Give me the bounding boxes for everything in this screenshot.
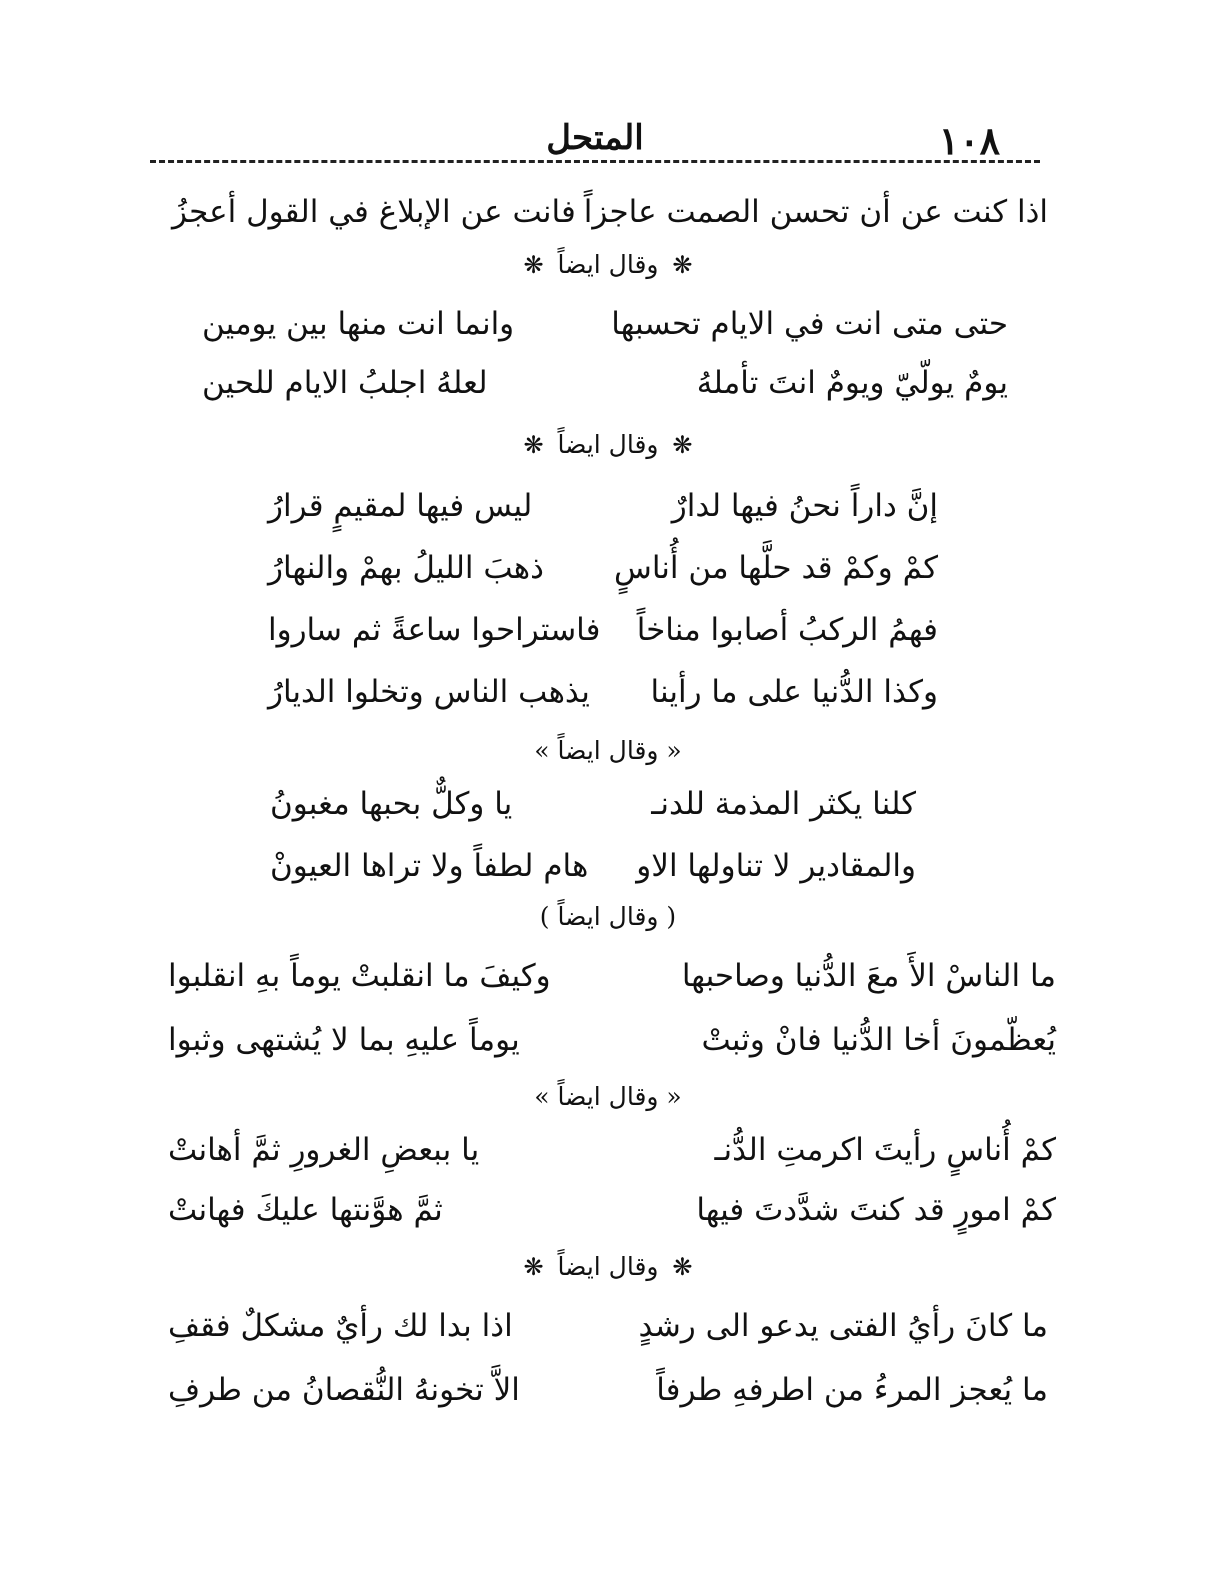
ornament-icon: ❋ [523,431,544,459]
verse [268,486,938,526]
poem-heading [0,428,1216,462]
hemistich-first: ما يُعجز المرءُ من اطرفهِ طرفاً [656,1372,1048,1408]
verse [270,784,916,824]
hemistich-first: وكذا الدُّنيا على ما رأينا [650,674,938,710]
hemistich-first: اذا كنت عن أن تحسن الصمت عاجزاً [583,194,1048,230]
header-rule [150,160,1040,163]
hemistich-first: يومٌ يولّيّ ويومٌ انتَ تأملهُ [696,365,1008,401]
verse [202,304,1008,344]
poem-heading [0,1250,1216,1284]
hemistich-first: حتى متى انت في الايام تحسبها [611,306,1008,342]
heading-text: وقال ايضاً [557,1082,659,1111]
hemistich-first: ما الناسْ الأَ معَ الدُّنيا وصاحبها [681,958,1056,994]
heading-text: وقال ايضاً [557,1252,659,1281]
hemistich-first: كمْ وكمْ قد حلَّها من أُناسٍ [613,550,938,586]
heading-text: وقال ايضاً [557,430,659,459]
running-title: المتحل [546,118,644,158]
heading-bracket: ( [666,902,677,931]
hemistich-second: ليس فيها لمقيمٍ قرارُ [268,488,533,524]
poem-heading [0,248,1216,282]
hemistich-second: يا وكلٌّ بحبها مغبونُ [270,786,513,822]
heading-text: وقال ايضاً [557,250,659,279]
hemistich-second: يذهب الناس وتخلوا الديارُ [268,674,590,710]
verse [168,1306,1048,1346]
ornament-icon: ❋ [523,251,544,279]
verse [270,846,916,886]
hemistich-first: فهمُ الركبُ أصابوا مناخاً [636,612,938,648]
heading-bracket: « [666,1082,682,1111]
heading-bracket: » [534,1082,550,1111]
hemistich-second: يا ببعضِ الغرورِ ثمَّ أهانتْ [168,1132,480,1168]
heading-text: وقال ايضاً [557,902,659,931]
hemistich-second: وانما انت منها بين يومين [202,306,515,342]
heading-bracket: « [666,736,682,765]
heading-bracket: ) [539,902,550,931]
verse [168,1190,1056,1230]
heading-bracket: » [534,736,550,765]
page-number: ١٠٨ [938,118,1000,163]
poem-heading [0,900,1216,934]
verse [168,1020,1056,1060]
verse [268,548,938,588]
hemistich-first: كمْ امورٍ قد كنتَ شدَّدتَ فيها [696,1192,1056,1228]
hemistich-second: اذا بدا لك رأيٌ مشكلٌ فقفِ [168,1308,513,1344]
verse [168,1370,1048,1410]
verse [168,956,1056,996]
hemistich-second: يوماً عليهِ بما لا يُشتهى وثبوا [168,1022,520,1058]
hemistich-second: الاَّ تخونهُ النُّقصانُ من طرفِ [168,1372,520,1408]
poem-heading [0,734,1216,768]
hemistich-second: لعلهُ اجلبُ الايام للحين [202,365,488,401]
verse [268,610,938,650]
hemistich-second: فانت عن الإبلاغ في القول أعجزُ [172,194,576,230]
heading-text: وقال ايضاً [557,736,659,765]
hemistich-second: هام لطفاً ولا تراها العيونْ [270,848,589,884]
hemistich-first: كمْ أُناسٍ رأيتَ اكرمتِ الدُّنـ [714,1132,1056,1168]
poem-heading [0,1080,1216,1114]
hemistich-first: كلنا يكثر المذمة للدنـ [651,786,916,822]
ornament-icon: ❋ [523,1253,544,1281]
ornament-icon: ❋ [672,1253,693,1281]
verse [268,672,938,712]
hemistich-first: إنَّ داراً نحنُ فيها لدارٌ [671,488,938,524]
hemistich-second: ذهبَ الليلُ بهمْ والنهارُ [268,550,544,586]
hemistich-second: فاستراحوا ساعةً ثم ساروا [268,612,601,648]
hemistich-first: والمقادير لا تناولها الاو [636,848,916,884]
hemistich-first: يُعظّمونَ أخا الدُّنيا فانْ وثبتْ [701,1022,1056,1058]
hemistich-second: ثمَّ هوَّنتها عليكَ فهانتْ [168,1192,443,1228]
hemistich-first: ما كانَ رأيُ الفتى يدعو الى رشدٍ [638,1308,1048,1344]
verse [172,192,1048,232]
ornament-icon: ❋ [672,431,693,459]
hemistich-second: وكيفَ ما انقلبتْ يوماً بهِ انقلبوا [168,958,551,994]
ornament-icon: ❋ [672,251,693,279]
verse [168,1130,1056,1170]
verse [202,363,1008,403]
